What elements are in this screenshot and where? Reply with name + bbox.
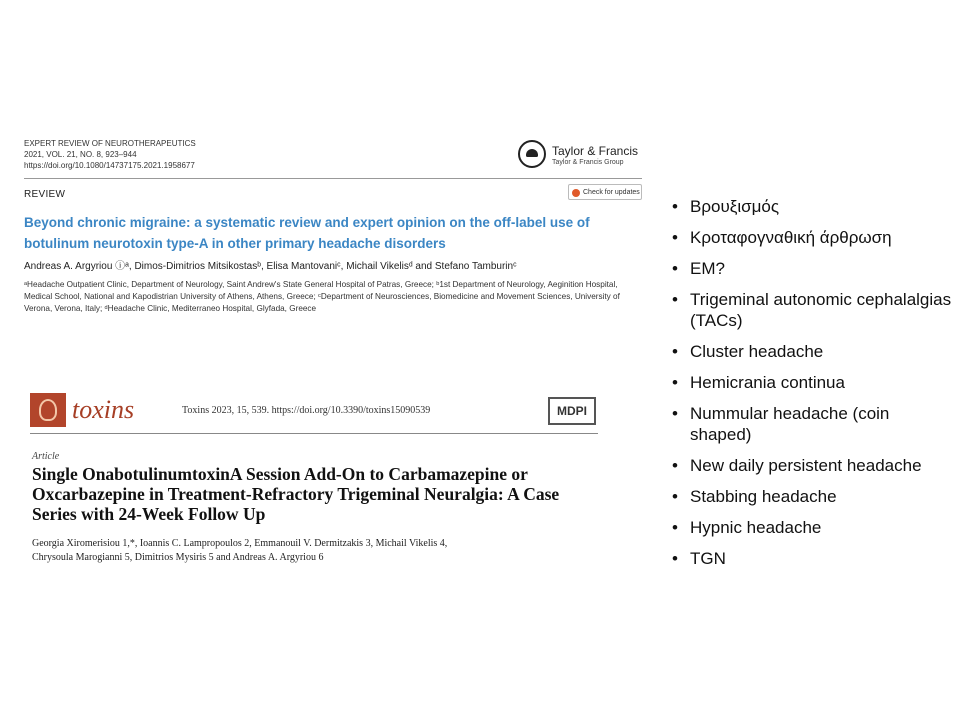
journal-name: toxins — [72, 395, 135, 424]
divider — [24, 178, 642, 179]
paper-excerpt-toxins — [30, 393, 600, 573]
list-item: • TGN — [668, 548, 953, 569]
section-label: REVIEW — [24, 189, 66, 200]
paper-title: Single OnabotulinumtoxinA Session Add-On to Carbamazepine or Oxcarbazepine in Treatment-Refractory Trigeminal Neuralgia: A Case Series with 24-Week Follow Up — [32, 464, 560, 524]
list-item: • Nummular headache (coin shaped) — [668, 403, 953, 445]
taylor-francis-logo — [518, 140, 644, 172]
article-type-label: Article — [32, 451, 60, 462]
journal-volume: 2021, VOL. 21, NO. 8, 923–944 — [24, 150, 137, 159]
list-item: • Stabbing headache — [668, 486, 953, 507]
paper-title: Beyond chronic migraine: a systematic review and expert opinion on the off-label use of botulinum neurotoxin type-A in other primary headache disorders — [24, 215, 590, 251]
lamp-icon — [518, 140, 546, 168]
list-item: • Hemicrania continua — [668, 372, 953, 393]
journal-doi: https://doi.org/10.1080/14737175.2021.1958677 — [24, 161, 195, 170]
paper-authors: Andreas A. Argyriou ⓘᵃ, Dimos-Dimitrios Mitsikostasᵇ, Elisa Mantovaniᶜ, Michail Vikelisᵈ and Stefano Tamburinᶜ — [24, 261, 517, 272]
paper-excerpt-expert-review — [24, 138, 644, 328]
paper-affiliations: ᵃHeadache Outpatient Clinic, Department of Neurology, Saint Andrew's State General Hospital of Patras, Greece; ᵇ1st Department of Neurology, Aeginition Hospital, Medical School, National and Kapodistrian University of Athens, Athens, Greece; ᶜDepartment of Neurosciences, Biomedicine and Movement Sciences, University of Verona, Verona, Italy; ᵈHeadache Clinic, Mediterraneo Hospital, Glyfada, Greece — [24, 280, 620, 313]
update-icon — [572, 189, 580, 197]
journal-citation: Toxins 2023, 15, 539. https://doi.org/10.3390/toxins15090539 — [182, 405, 431, 416]
list-item: • Βρουξισμός — [668, 196, 953, 217]
list-item: • EM? — [668, 258, 953, 279]
check-updates-badge — [568, 184, 642, 200]
publisher-subtitle: Taylor & Francis Group — [552, 159, 624, 166]
headache-indications-list — [668, 196, 953, 579]
journal-name: EXPERT REVIEW OF NEUROTHERAPEUTICS — [24, 139, 196, 148]
journal-meta — [24, 138, 196, 171]
divider — [30, 433, 598, 434]
list-item: • Κροταφογναθική άρθρωση — [668, 227, 953, 248]
publisher-name: Taylor & Francis — [552, 144, 639, 158]
authors-line: Georgia Xiromerisiou 1,*, Ioannis C. Lampropoulos 2, Emmanouil V. Dermitzakis 3, Michail Vikelis 4, — [32, 538, 448, 549]
toxins-logo-icon — [30, 393, 66, 427]
check-updates-label: Check for updates — [583, 189, 640, 196]
list-item: • Trigeminal autonomic cephalalgias (TACs) — [668, 289, 953, 331]
mdpi-logo: MDPI — [548, 397, 596, 425]
paper-authors — [32, 537, 600, 565]
list-item: • Cluster headache — [668, 341, 953, 362]
list-item: • New daily persistent headache — [668, 455, 953, 476]
authors-line: Chrysoula Marogianni 5, Dimitrios Mysiris 5 and Andreas A. Argyriou 6 — [32, 552, 324, 563]
list-item: • Hypnic headache — [668, 517, 953, 538]
